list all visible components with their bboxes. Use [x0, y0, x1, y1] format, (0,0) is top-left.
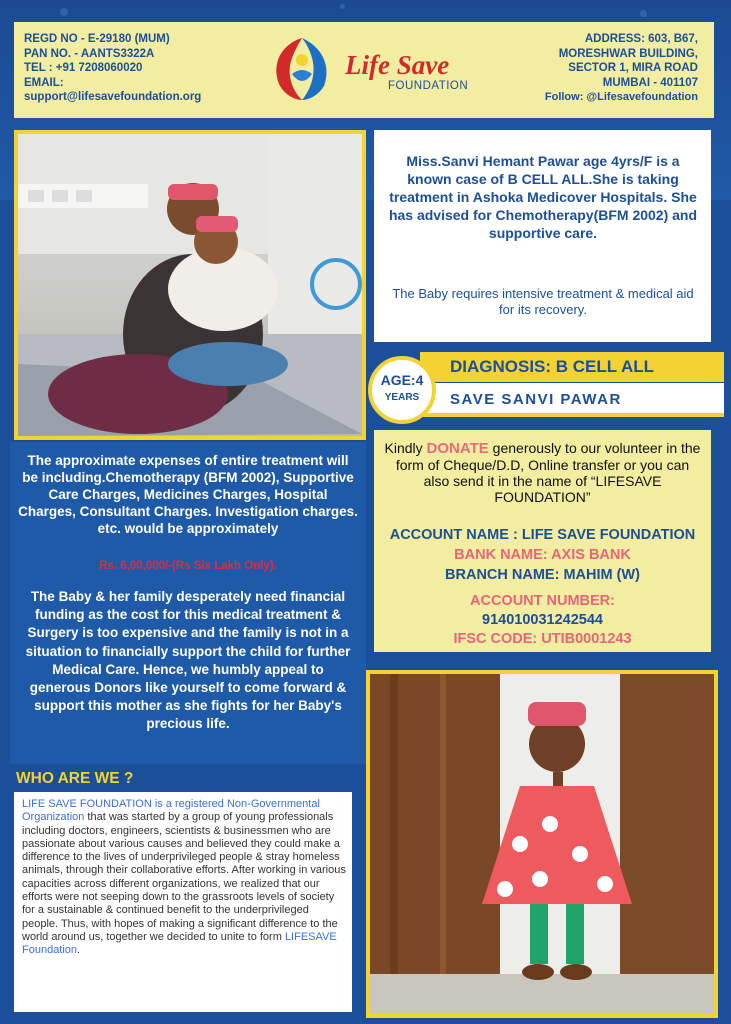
account-number-label: ACCOUNT NUMBER: — [470, 593, 615, 609]
logo-title: Life Save — [345, 50, 450, 80]
diagnosis-bar — [420, 352, 724, 382]
about-lead: LIFE SAVE FOUNDATION is a registered Non-Governmental Organization — [22, 798, 320, 824]
bank-name: BANK NAME: AXIS BANK — [454, 547, 631, 563]
about-org: LIFESAVE Foundation — [22, 930, 337, 957]
branch-name: BRANCH NAME: MAHIM (W) — [445, 567, 640, 583]
save-label: SAVE SANVI PAWAR — [450, 391, 622, 408]
about-panel — [14, 792, 352, 1012]
telephone: TEL : +91 7208060020 — [24, 62, 143, 74]
save-banner — [420, 383, 724, 417]
diagnosis-label: DIAGNOSIS: B CELL ALL — [450, 357, 654, 376]
patient-info-panel — [374, 130, 711, 342]
account-name: ACCOUNT NAME : LIFE SAVE FOUNDATION — [389, 527, 696, 543]
hospital-photo — [14, 130, 366, 440]
about-end: . — [77, 944, 81, 957]
decorative-dot — [340, 4, 345, 9]
expenses-panel — [10, 442, 366, 764]
child-photo — [366, 670, 718, 1018]
address-block — [490, 32, 698, 105]
donation-panel — [374, 430, 711, 652]
address-line: SECTOR 1, MIRA ROAD — [568, 62, 698, 74]
donation-appeal — [382, 440, 703, 505]
expenses-description: The approximate expenses of entire treatment will be including.Chemotherapy (BFM 2002), Supportive Care Charges, Medicines Charges, Hospital Charges, Consultant Charges. Investigation charges. etc. would be approximately — [18, 453, 358, 536]
pan-no: PAN NO. - AANTS3322A — [24, 47, 155, 60]
regd-no: REGD NO - E-29180 (MUM) — [24, 33, 170, 45]
registration-details — [24, 32, 264, 105]
decorative-dot — [60, 8, 68, 16]
age-badge — [368, 356, 436, 424]
child-scene-icon — [370, 674, 714, 1014]
social-handle[interactable]: Follow: @Lifesavefoundation — [544, 91, 698, 103]
logo-icon — [262, 30, 342, 104]
age-unit: YEARS — [384, 392, 420, 403]
decorative-dot — [640, 10, 647, 17]
email-label: EMAIL: — [24, 76, 64, 89]
about-text — [22, 798, 346, 958]
funding-appeal: The Baby & her family desperately need financial funding as the cost for this medical treatment & Surgery is too expensive and the family is not in a situation to financially support the child for further Medical Care. Hence, we humbly appeal to generous Donors like yourself to come forward & support this mother as she fights for her Baby's precious life. — [25, 589, 351, 732]
who-are-we-heading: WHO ARE WE ? — [16, 770, 134, 787]
address-line: MORESHWAR BUILDING, — [558, 47, 698, 60]
address-line: MUMBAI - 401107 — [602, 76, 698, 89]
email-link[interactable]: support@lifesavefoundation.org — [24, 91, 202, 103]
about-body: that was started by a group of young professionals including doctors, engineers, scientists & businessmen who are passionate about various causes and believed they could make a difference to the lives of underprivileged people & stray homeless animals, through their collaborative efforts. After working in various capacities across different organizations, we realized that our efforts were not seeping down to the grassroots levels of society for a sustainable & continued benefit to the underprivileged people. Thus, with hopes of making a significant difference to the world around us, together we decided to unite to form — [22, 811, 346, 943]
ifsc-code: IFSC CODE: UTIB0001243 — [453, 631, 632, 647]
appeal-post: generously to our volunteer in the form of Cheque/D.D, Online transfer or you can also send it in the name of “LIFESAVE FOUNDATION” — [395, 440, 701, 505]
age-value: AGE:4 — [380, 372, 424, 388]
account-number: 914010031242544 — [482, 612, 603, 628]
hospital-scene-icon — [18, 134, 362, 436]
treatment-note: The Baby requires intensive treatment & medical aid for its recovery. — [392, 286, 694, 317]
logo-subtitle: FOUNDATION — [388, 80, 469, 92]
donate-highlight: DONATE — [426, 440, 489, 457]
address-line: ADDRESS: 603, B67, — [584, 33, 698, 45]
expense-amount: Rs. 6,00,000/-(Rs Six Lakh Only). — [99, 560, 277, 572]
appeal-pre: Kindly — [384, 440, 427, 456]
case-description: Miss.Sanvi Hemant Pawar age 4yrs/F is a known case of B CELL ALL.She is taking treatment in Ashoka Medicover Hospitals. She has advised for Chemotherapy(BFM 2002) and supportive care. — [388, 153, 698, 241]
